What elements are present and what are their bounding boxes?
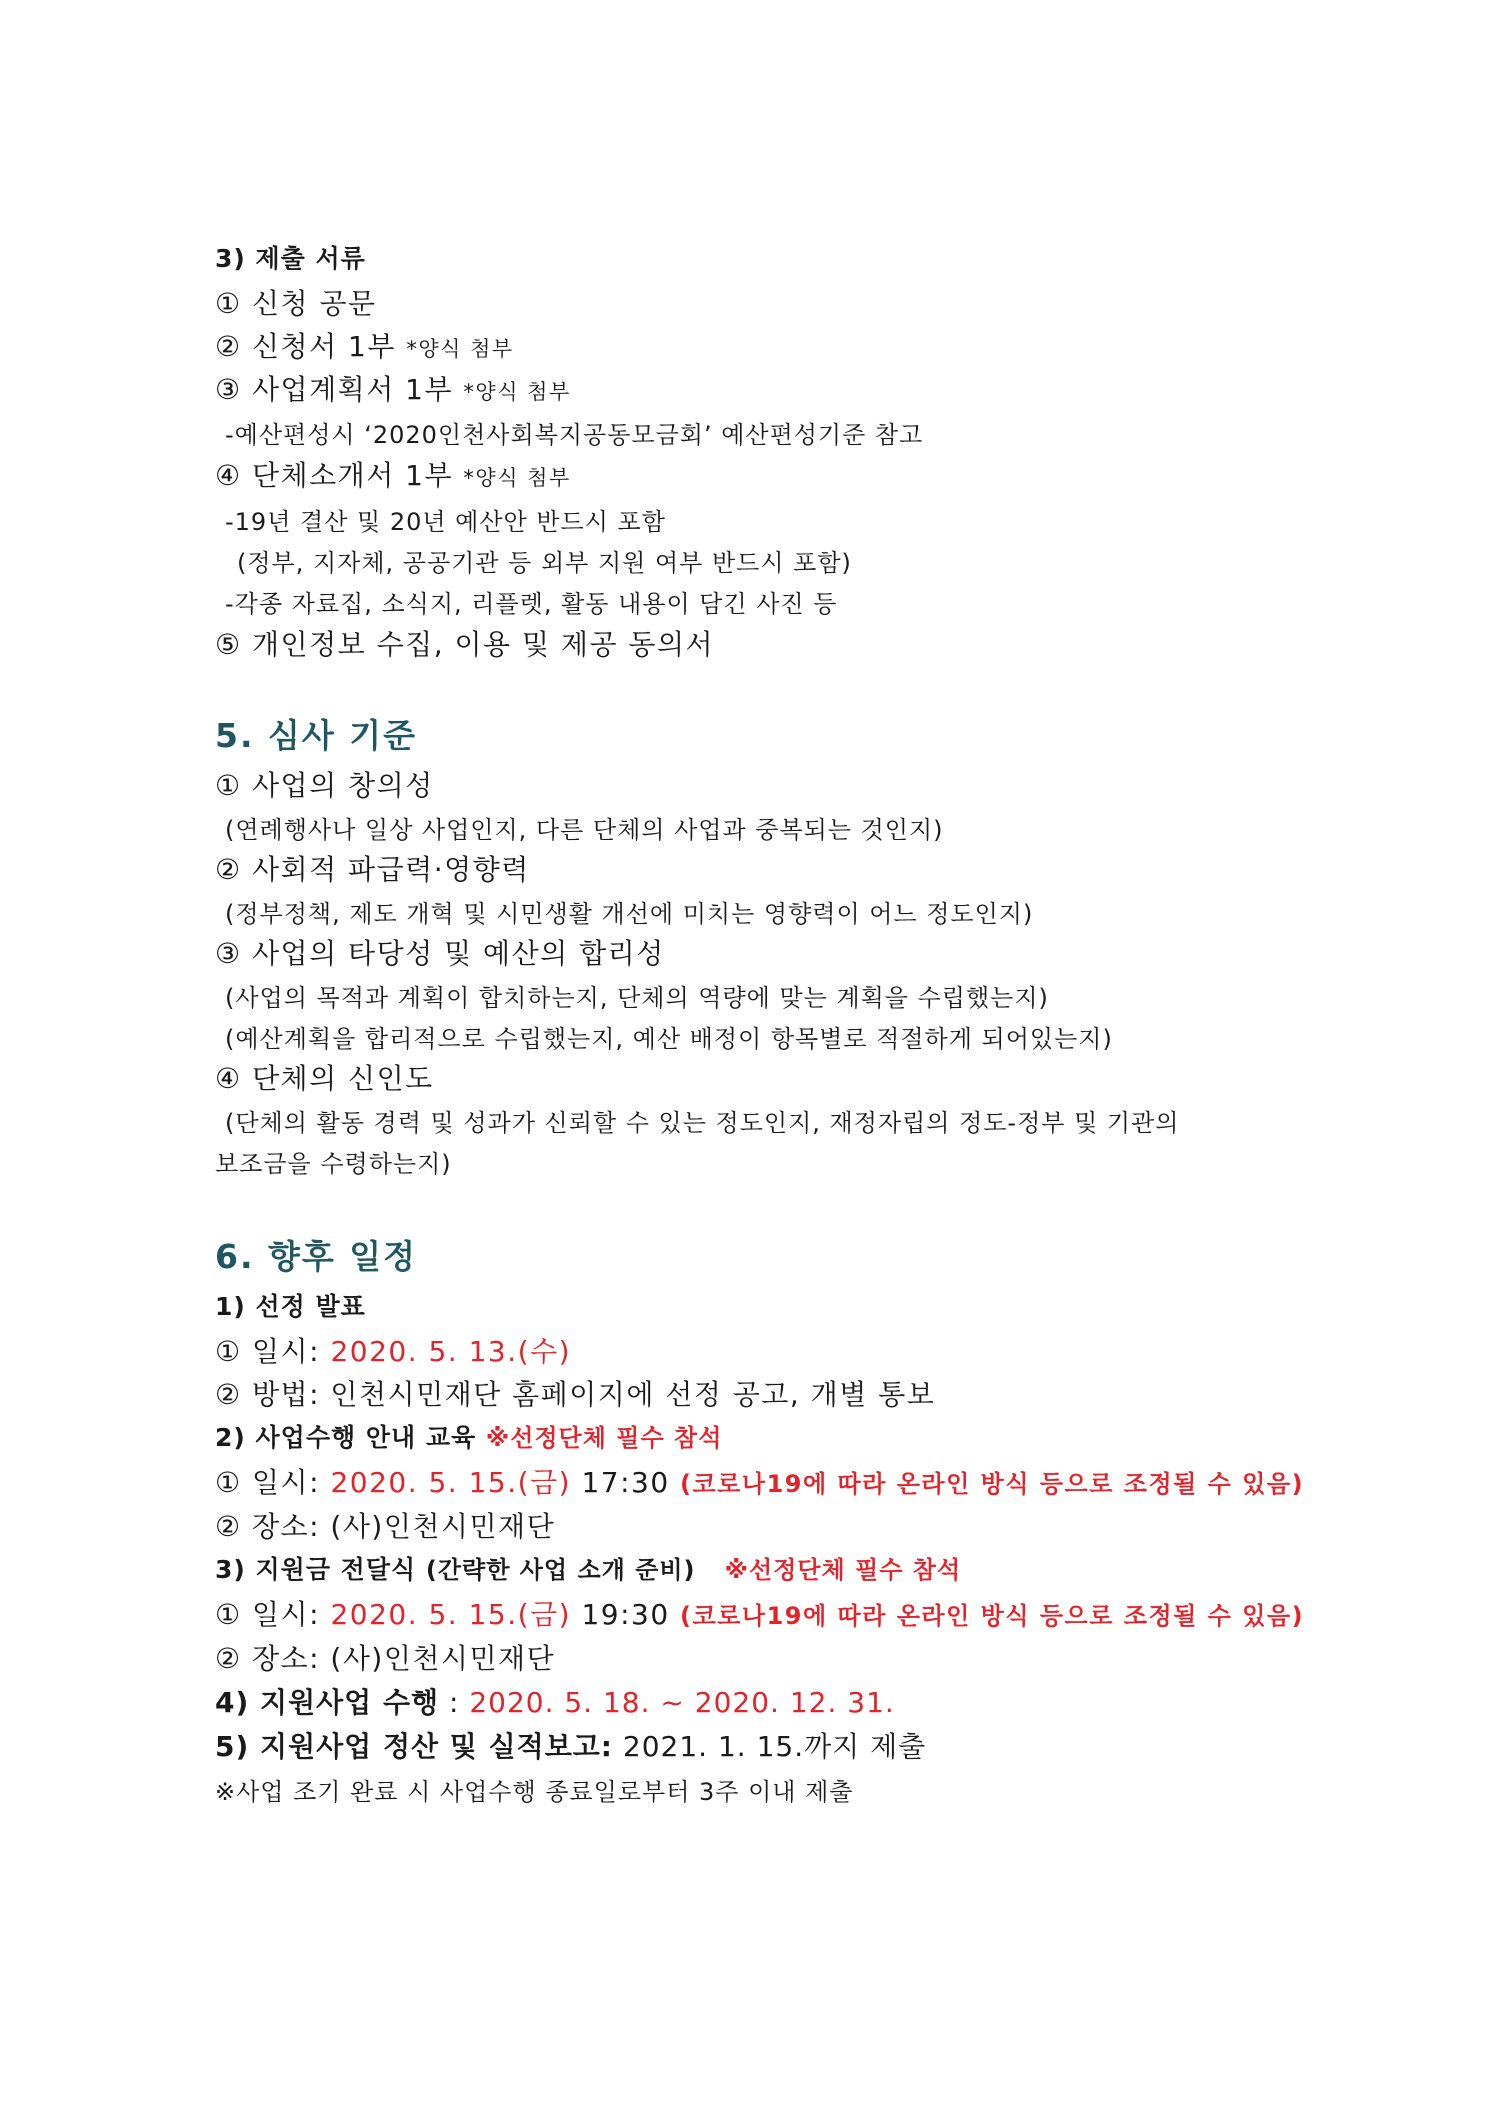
- doc-item-4: ④ 단체소개서 1부 *양식 첨부: [215, 459, 571, 492]
- schedule-heading: 6. 향후 일정: [215, 1237, 417, 1276]
- criterion-3: ③ 사업의 타당성 및 예산의 합리성: [215, 937, 665, 970]
- announcement-method: ② 방법: 인천시민재단 홈페이지에 선정 공고, 개별 통보: [215, 1378, 936, 1411]
- criterion-1: ① 사업의 창의성: [215, 769, 434, 802]
- criterion-3-desc-1: (사업의 목적과 계획이 합치하는지, 단체의 역량에 맞는 계획을 수립했는지): [225, 984, 1049, 1012]
- orientation-place: ② 장소: (사)인천시민재단: [215, 1510, 556, 1543]
- doc-item-2: ② 신청서 1부 *양식 첨부: [215, 330, 514, 363]
- submission-docs-heading: 3) 제출 서류: [215, 244, 366, 273]
- doc-item-3: ③ 사업계획서 1부 *양식 첨부: [215, 373, 571, 406]
- form-attached-note: *양식 첨부: [463, 380, 571, 404]
- criterion-4-desc-2: 보조금을 수령하는지): [215, 1150, 452, 1178]
- project-execution: 4) 지원사업 수행 : 2020. 5. 18. ~ 2020. 12. 31.: [215, 1686, 895, 1719]
- grant-ceremony-place: ② 장소: (사)인천시민재단: [215, 1642, 556, 1675]
- criterion-2-desc: (정부정책, 제도 개혁 및 시민생활 개선에 미치는 영향력이 어느 정도인지): [225, 900, 1034, 928]
- criterion-1-desc: (연례행사나 일상 사업인지, 다른 단체의 사업과 중복되는 것인지): [225, 816, 944, 844]
- doc-item-4-detail-1: -19년 결산 및 20년 예산안 반드시 포함: [225, 508, 666, 536]
- grant-ceremony-heading: 3) 지원금 전달식 (간략한 사업 소개 준비) ※선정단체 필수 참석: [215, 1555, 962, 1584]
- doc-item-1: ① 신청 공문: [215, 287, 377, 320]
- early-completion-footnote: ※사업 조기 완료 시 사업수행 종료일로부터 3주 이내 제출: [215, 1778, 854, 1806]
- settlement-report: 5) 지원사업 정산 및 실적보고: 2021. 1. 15.까지 제출: [215, 1730, 927, 1763]
- covid-notice: (코로나19에 따라 온라인 방식 등으로 조정될 수 있음): [680, 1602, 1305, 1630]
- doc-item-4-detail-3: -각종 자료집, 소식지, 리플렛, 활동 내용이 담긴 사진 등: [225, 590, 838, 618]
- doc-item-4-detail-2: (정부, 지자체, 공공기관 등 외부 지원 여부 반드시 포함): [237, 549, 852, 577]
- form-attached-note: *양식 첨부: [463, 466, 571, 490]
- review-criteria-heading: 5. 심사 기준: [215, 716, 417, 755]
- criterion-4: ④ 단체의 신인도: [215, 1062, 434, 1095]
- doc-item-5: ⑤ 개인정보 수집, 이용 및 제공 동의서: [215, 628, 715, 661]
- announcement-date: ① 일시: 2020. 5. 13.(수): [215, 1335, 572, 1368]
- orientation-heading: 2) 사업수행 안내 교육 ※선정단체 필수 참석: [215, 1423, 723, 1452]
- orientation-date-value: 2020. 5. 15.(금): [330, 1466, 572, 1499]
- criterion-3-desc-2: (예산계획을 합리적으로 수립했는지, 예산 배정이 항목별로 적절하게 되어있는지): [225, 1025, 1113, 1053]
- announcement-date-value: 2020. 5. 13.(수): [330, 1335, 572, 1368]
- criterion-2: ② 사회적 파급력·영향력: [215, 853, 530, 886]
- grant-ceremony-date: ① 일시: 2020. 5. 15.(금) 19:30 (코로나19에 따라 온라인 방식 등으로 조정될 수 있음): [215, 1598, 1305, 1631]
- grant-ceremony-date-value: 2020. 5. 15.(금): [330, 1598, 572, 1631]
- announcement-heading: 1) 선정 발표: [215, 1292, 366, 1321]
- criterion-4-desc-1: (단체의 활동 경력 및 성과가 신뢰할 수 있는 정도인지, 재정자립의 정도-정부 및 기관의: [225, 1109, 1180, 1137]
- mandatory-attendance-note: ※선정단체 필수 참석: [724, 1556, 962, 1584]
- doc-item-3-detail: -예산편성시 ‘2020인천사회복지공동모금회’ 예산편성기준 참고: [225, 421, 924, 449]
- orientation-date: ① 일시: 2020. 5. 15.(금) 17:30 (코로나19에 따라 온라인 방식 등으로 조정될 수 있음): [215, 1466, 1305, 1499]
- mandatory-attendance-note: ※선정단체 필수 참석: [485, 1424, 723, 1452]
- form-attached-note: *양식 첨부: [406, 337, 514, 361]
- project-execution-period: 2020. 5. 18. ~ 2020. 12. 31.: [469, 1686, 895, 1719]
- covid-notice: (코로나19에 따라 온라인 방식 등으로 조정될 수 있음): [680, 1470, 1305, 1498]
